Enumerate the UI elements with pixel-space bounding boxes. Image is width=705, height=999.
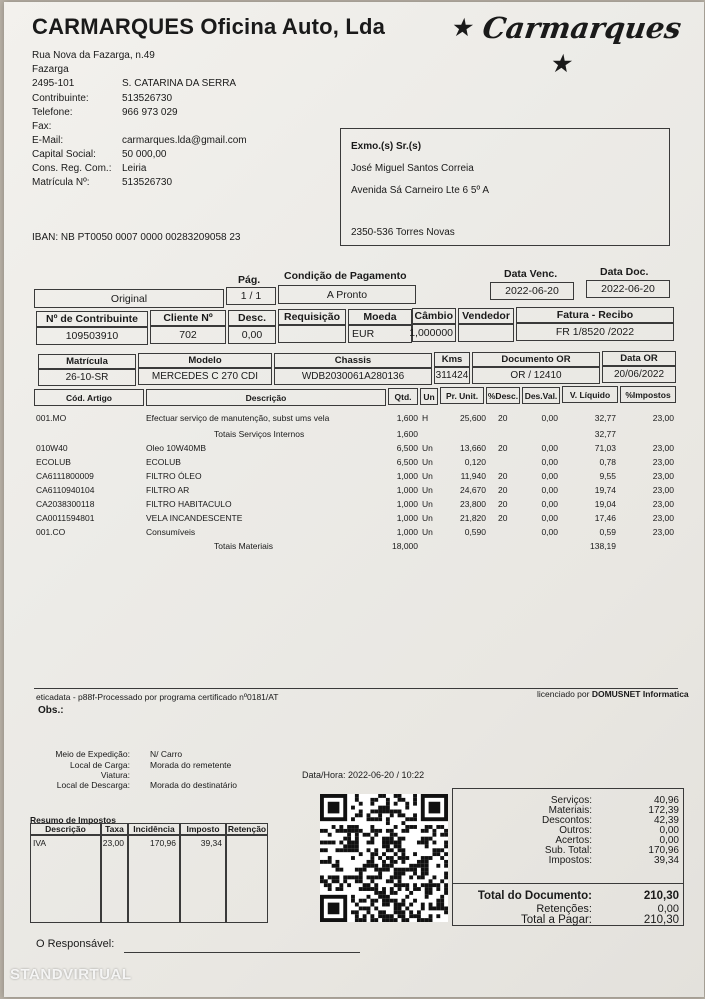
totals-label: Materiais: [548,805,592,816]
company-field-label: Matrícula Nº: [32,177,90,188]
company-postal-code: 2495-101 [32,78,75,89]
line-un: Un [422,499,433,509]
line-pr-unit: 0,120 [464,457,486,467]
line-pr-unit: 13,660 [460,443,486,453]
transport-value: Morada do destinatário [150,780,237,790]
company-field-value: 50 000,00 [122,149,167,160]
company-field-value: 513526730 [122,93,173,104]
table-row [4,470,704,482]
company-address-line1: Rua Nova da Fazarga, n.49 [32,50,155,61]
line-pr-unit: 25,600 [460,413,486,423]
table-row [4,484,704,496]
line-qtd: 1,000 [396,499,418,509]
recipient-title: Exmo.(s) Sr.(s) [351,141,422,152]
table-row [4,526,704,538]
line-un: Un [422,513,433,523]
table-row [4,412,704,424]
line-vliquido: 19,04 [594,499,616,509]
line-descricao: VELA INCANDESCENTE [146,513,243,523]
retencoes-label: Retenções: [536,903,592,915]
tax-cell: IVA [30,835,101,923]
tax-header: Incidência [128,823,180,835]
transport-label: Meio de Expedição: [55,749,130,759]
line-qtd: 1,000 [396,471,418,481]
col-header-codigo: Cód. Artigo [34,389,144,406]
line-codigo: ECOLUB [36,457,71,467]
company-field-label: Cons. Reg. Com.: [32,163,112,174]
tax-header: Imposto [180,823,226,835]
vehicle-value-matricula: 26-10-SR [38,369,136,386]
line-desval: 0,00 [541,413,558,423]
totals-label: Descontos: [541,815,592,826]
line-un: Un [422,443,433,453]
licensed-text [537,688,689,700]
line-qtd: 1,600 [396,429,418,439]
line-descricao: Oleo 10W40MB [146,443,206,453]
line-pdesc: 20 [498,513,508,523]
original-badge: Original [34,289,224,308]
line-descricao: Totais Serviços Internos [214,429,305,439]
datetime: Data/Hora: 2022-06-20 / 10:22 [302,770,425,780]
logo-text: Carmarques [480,11,684,45]
line-desval: 0,00 [541,443,558,453]
company-field-label: Capital Social: [32,149,96,160]
col-header-desval: Des.Val. [522,387,560,404]
line-pimpostos: 23,00 [652,413,674,423]
line-descricao: FILTRO ÓLEO [146,471,202,481]
col-header-pdesc: %Desc. [486,387,520,404]
star-icon: ★ [451,15,475,41]
line-un: H [422,413,429,423]
vehicle-value-chassis: WDB2030061A280136 [274,368,432,385]
line-qtd: 1,000 [396,527,418,537]
line-qtd: 1,000 [396,513,418,523]
info-value-contribuinte: 109503910 [36,327,148,345]
info-label-desc: Desc. [228,310,276,326]
line-pimpostos: 23,00 [652,443,674,453]
recipient-postal: 2350-536 Torres Novas [351,227,455,238]
data-venc-label: Data Venc. [504,268,558,280]
vehicle-label-chassis: Chassis [274,353,432,368]
tax-summary-title: Resumo de Impostos [30,815,116,825]
subtotal-row [4,540,704,552]
line-codigo: CA6111800009 [36,471,94,481]
col-header-pr_unit: Pr. Unit. [440,387,484,404]
info-label-fatura: Fatura - Recibo [516,307,674,323]
line-pr-unit: 11,940 [460,471,486,481]
totals-value: 39,34 [653,855,679,866]
line-pr-unit: 0,590 [464,527,486,537]
line-vliquido: 17,46 [594,513,616,523]
line-pdesc: 20 [498,443,508,453]
vehicle-value-modelo: MERCEDES C 270 CDI [138,368,272,385]
vehicle-label-kms: Kms [434,352,470,367]
transport-value: N/ Carro [150,749,183,759]
company-logo [439,10,694,77]
watermark: STANDVIRTUAL [10,966,132,983]
tax-cell [226,835,268,923]
tax-cell: 23,00 [101,835,128,923]
line-pdesc: 20 [498,471,508,481]
info-value-vendedor [458,324,514,342]
line-pdesc: 20 [498,499,508,509]
line-codigo: CA6110940104 [36,485,95,495]
info-value-cliente: 702 [150,326,226,344]
line-desval: 0,00 [541,485,558,495]
totals-label: Outros: [559,825,592,836]
signature-line [124,952,360,953]
company-address-line2: Fazarga [32,64,69,75]
line-pdesc: 20 [498,485,508,495]
line-codigo: CA2038300118 [36,499,95,509]
line-descricao: Efectuar serviço de manutenção, subst ums vela [146,413,330,423]
tax-cell: 170,96 [128,835,180,923]
qr-code [320,794,448,922]
total-pagar-value: 210,30 [643,914,679,926]
info-value-moeda: EUR [348,325,412,343]
info-label-contribuinte: Nº de Contribuinte [36,311,148,327]
licensed-brand: DOMUSNET Informatica [591,689,689,699]
totals-value: 0,00 [659,835,679,846]
totals-value: 170,96 [648,845,679,856]
line-pr-unit: 21,820 [460,513,486,523]
pag-value: 1 / 1 [226,287,276,305]
col-header-pimpostos: %Impostos [620,386,676,403]
line-pimpostos: 23,00 [652,485,674,495]
line-pimpostos: 23,00 [652,513,674,523]
line-descricao: ECOLUB [146,457,181,467]
info-value-requisicao [278,325,346,343]
company-city: S. CATARINA DA SERRA [122,78,237,89]
line-codigo: 010W40 [36,443,68,453]
recipient-box [340,128,670,246]
vehicle-label-documento: Documento OR [472,352,600,367]
line-pimpostos: 23,00 [652,499,674,509]
transport-label: Local de Descarga: [56,780,130,790]
totals-label: Serviços: [550,795,592,806]
processed-text: eticadata - p88f-Processado por programa certificado nº0181/AT [36,692,279,702]
company-name: CARMARQUES Oficina Auto, Lda [32,14,386,39]
licensed-prefix: licenciado por [537,689,590,699]
line-vliquido: 0,59 [599,527,616,537]
line-pdesc: 20 [498,413,508,423]
line-desval: 0,00 [541,499,558,509]
data-doc-label: Data Doc. [600,266,649,278]
line-qtd: 6,500 [396,443,418,453]
vehicle-value-kms: 311424 [434,367,470,384]
line-desval: 0,00 [541,471,558,481]
line-vliquido: 138,19 [590,541,616,551]
company-field-value: Leiria [122,163,147,174]
totals-label: Acertos: [555,835,592,846]
table-row [4,498,704,510]
totals-box [452,788,684,926]
tax-header: Retenção [227,824,267,834]
condicao-label: Condição de Pagamento [284,270,407,282]
line-pimpostos: 23,00 [652,457,674,467]
line-vliquido: 19,74 [594,485,616,495]
company-field-label: Telefone: [32,107,73,118]
company-field-label: Fax: [32,121,52,132]
table-row [4,442,704,454]
obs-label: Obs.: [38,705,64,716]
data-doc-value: 2022-06-20 [586,280,670,298]
line-un: Un [422,457,433,467]
vehicle-value-data_or: 20/06/2022 [602,366,676,383]
line-codigo: CA0011594801 [36,513,95,523]
company-field-label: Contribuinte: [32,93,89,104]
tax-header: Taxa [101,823,128,835]
line-un: Un [422,485,433,495]
totals-divider [453,883,683,884]
line-pr-unit: 23,800 [460,499,486,509]
line-pr-unit: 24,670 [460,485,486,495]
total-documento-label: Total do Documento: [477,890,592,902]
transport-label: Local de Carga: [69,760,130,770]
col-header-vliquido: V. Líquido [562,386,618,403]
line-descricao: Totais Materiais [214,541,274,551]
company-field-value: carmarques.lda@gmail.com [122,135,247,146]
transport-label: Viatura: [100,770,130,780]
recipient-name: José Miguel Santos Correia [351,163,474,174]
line-un: Un [422,527,433,537]
table-row [4,512,704,524]
tax-cell: 39,34 [180,835,226,923]
total-documento-value: 210,30 [643,890,679,902]
info-label-cambio: Câmbio [412,308,456,324]
info-label-vendedor: Vendedor [458,308,514,324]
line-vliquido: 32,77 [594,429,616,439]
subtotal-row [4,428,704,440]
invoice-paper [4,2,704,997]
total-pagar-label: Total a Pagar: [521,914,592,926]
line-descricao: Consumíveis [146,527,196,537]
line-qtd: 18,000 [392,541,418,551]
pag-label: Pág. [238,274,261,286]
table-row [4,456,704,468]
star-icon: ★ [550,51,574,77]
data-venc-value: 2022-06-20 [490,282,574,300]
company-field-value: 966 973 029 [122,107,178,118]
line-qtd: 6,500 [396,457,418,467]
totals-value: 172,39 [648,805,679,816]
condicao-value: A Pronto [278,285,416,304]
totals-value: 0,00 [659,825,679,836]
line-pimpostos: 23,00 [652,527,674,537]
retencoes-value: 0,00 [657,903,679,915]
line-pimpostos: 23,00 [652,471,674,481]
line-codigo: 001.MO [36,413,67,423]
line-un: Un [422,471,433,481]
info-label-requisicao: Requisição [278,309,346,325]
responsavel-label: O Responsável: [36,938,115,950]
company-iban: IBAN: NB PT0050 0007 0000 00283209058 23 [32,232,241,243]
line-vliquido: 71,03 [594,443,616,453]
line-vliquido: 0,78 [599,457,616,467]
line-desval: 0,00 [541,527,558,537]
totals-label: Sub. Total: [544,845,592,856]
col-header-qtd: Qtd. [388,388,418,405]
line-desval: 0,00 [541,513,558,523]
recipient-address: Avenida Sá Carneiro Lte 6 5º A [351,185,490,196]
info-label-cliente: Cliente Nº [150,310,226,326]
transport-value: Morada do remetente [150,760,232,770]
line-descricao: FILTRO AR [146,485,190,495]
vehicle-label-matricula: Matrícula [38,354,136,369]
line-desval: 0,00 [541,457,558,467]
info-value-desc: 0,00 [228,326,276,344]
line-qtd: 1,600 [396,413,418,423]
line-qtd: 1,000 [396,485,418,495]
col-header-un: Un [420,388,438,405]
tax-header: Descrição [30,823,101,835]
vehicle-value-documento: OR / 12410 [472,367,600,384]
line-codigo: 001.CO [36,527,66,537]
vehicle-label-data_or: Data OR [602,351,676,366]
totals-value: 42,39 [653,815,679,826]
col-header-descricao: Descrição [146,389,386,406]
company-field-value: 513526730 [122,177,173,188]
info-label-moeda: Moeda [348,309,412,325]
company-field-label: E-Mail: [32,135,64,146]
line-vliquido: 32,77 [594,413,616,423]
totals-label: Impostos: [548,855,592,866]
line-vliquido: 9,55 [599,471,616,481]
totals-value: 40,96 [653,795,679,806]
vehicle-label-modelo: Modelo [138,353,272,368]
info-value-cambio: 1,000000 [412,324,456,342]
line-descricao: FILTRO HABITACULO [146,499,232,509]
info-value-fatura: FR 1/8520 /2022 [516,323,674,341]
